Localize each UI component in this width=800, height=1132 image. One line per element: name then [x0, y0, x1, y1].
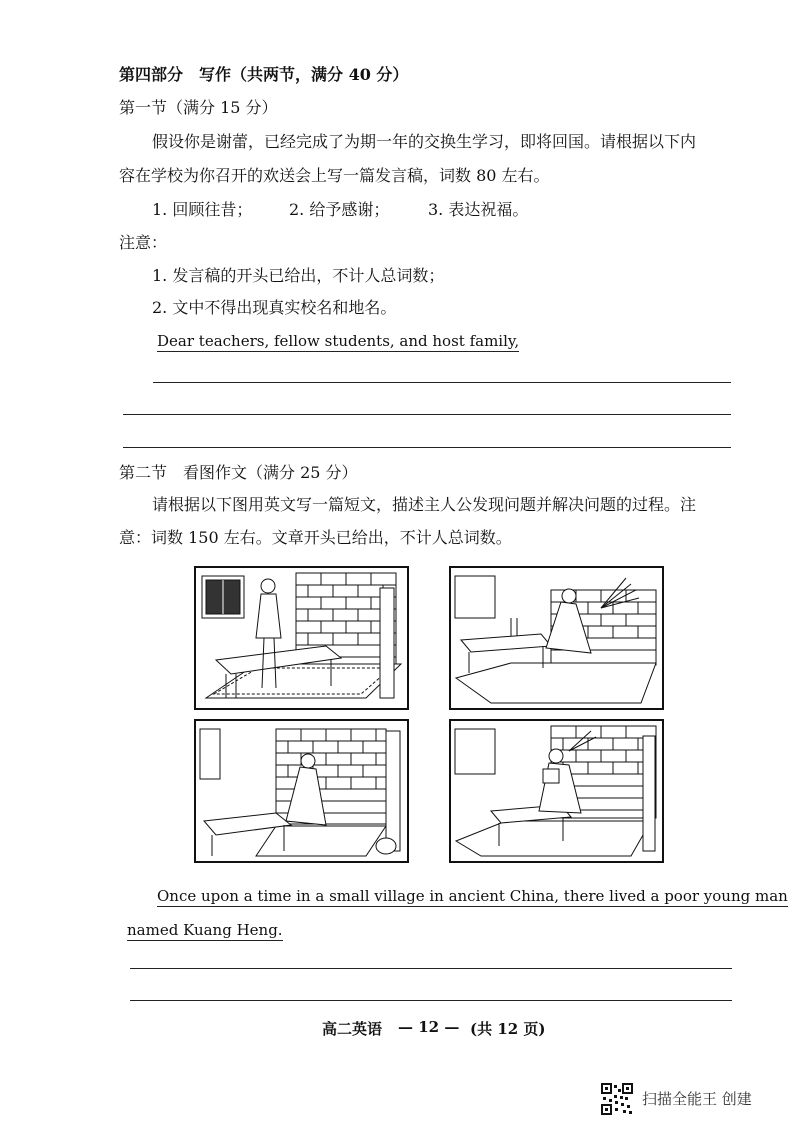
section1-point: 2. 给予感谢； [289, 200, 390, 219]
note-item: 1. 发言稿的开头已给出，不计人总词数； [152, 266, 445, 285]
note-item: 2. 文中不得出现真实校名和地名。 [152, 298, 397, 317]
note-label: 注意： [119, 233, 168, 252]
writing-line [153, 382, 731, 383]
speech-opening-text: Dear teachers, fellow students, and host family, [157, 332, 520, 350]
footer-subject: 高二英语 [322, 1020, 383, 1038]
section2-title: 第二节 看图作文（满分 25 分） [119, 463, 358, 482]
footer-page: — 12 — [398, 1018, 460, 1036]
part-title: 第四部分 写作（共两节，满分 40 分） [119, 65, 409, 84]
writing-line [123, 414, 731, 415]
section1-point: 1. 回顾往昔； [152, 200, 253, 219]
section1-title: 第一节（满分 15 分） [119, 98, 278, 117]
section1-point: 3. 表达祝福。 [428, 200, 529, 219]
section2-prompt-line1: 请根据以下图用英文写一篇短文，描述主人公发现问题并解决问题的过程。注 [152, 495, 697, 514]
story-picture-1 [194, 566, 409, 710]
watermark-text: 扫描全能王 创建 [642, 1090, 752, 1108]
section2-prompt-line2: 意：词数 150 左右。文章开头已给出，不计人总词数。 [119, 528, 512, 547]
story-opening-line1-text: Once upon a time in a small village in ancient China, there lived a poor young man [157, 887, 788, 905]
writing-line [123, 447, 731, 448]
story-picture-4 [449, 719, 664, 863]
story-picture-3 [194, 719, 409, 863]
footer-total: (共 12 页) [470, 1020, 546, 1038]
story-opening-line2-text: named Kuang Heng. [127, 921, 283, 939]
section1-prompt-line1: 假设你是谢蕾，已经完成了为期一年的交换生学习，即将回国。请根据以下内 [152, 132, 697, 151]
story-opening-line1 [157, 886, 788, 906]
writing-line [130, 968, 732, 969]
writing-line [130, 1000, 732, 1001]
qr-code-icon [601, 1083, 633, 1115]
story-picture-2 [449, 566, 664, 710]
section1-prompt-line2: 容在学校为你召开的欢送会上写一篇发言稿，词数 80 左右。 [119, 166, 550, 185]
speech-opening [157, 331, 519, 351]
story-opening-line2 [127, 920, 283, 940]
